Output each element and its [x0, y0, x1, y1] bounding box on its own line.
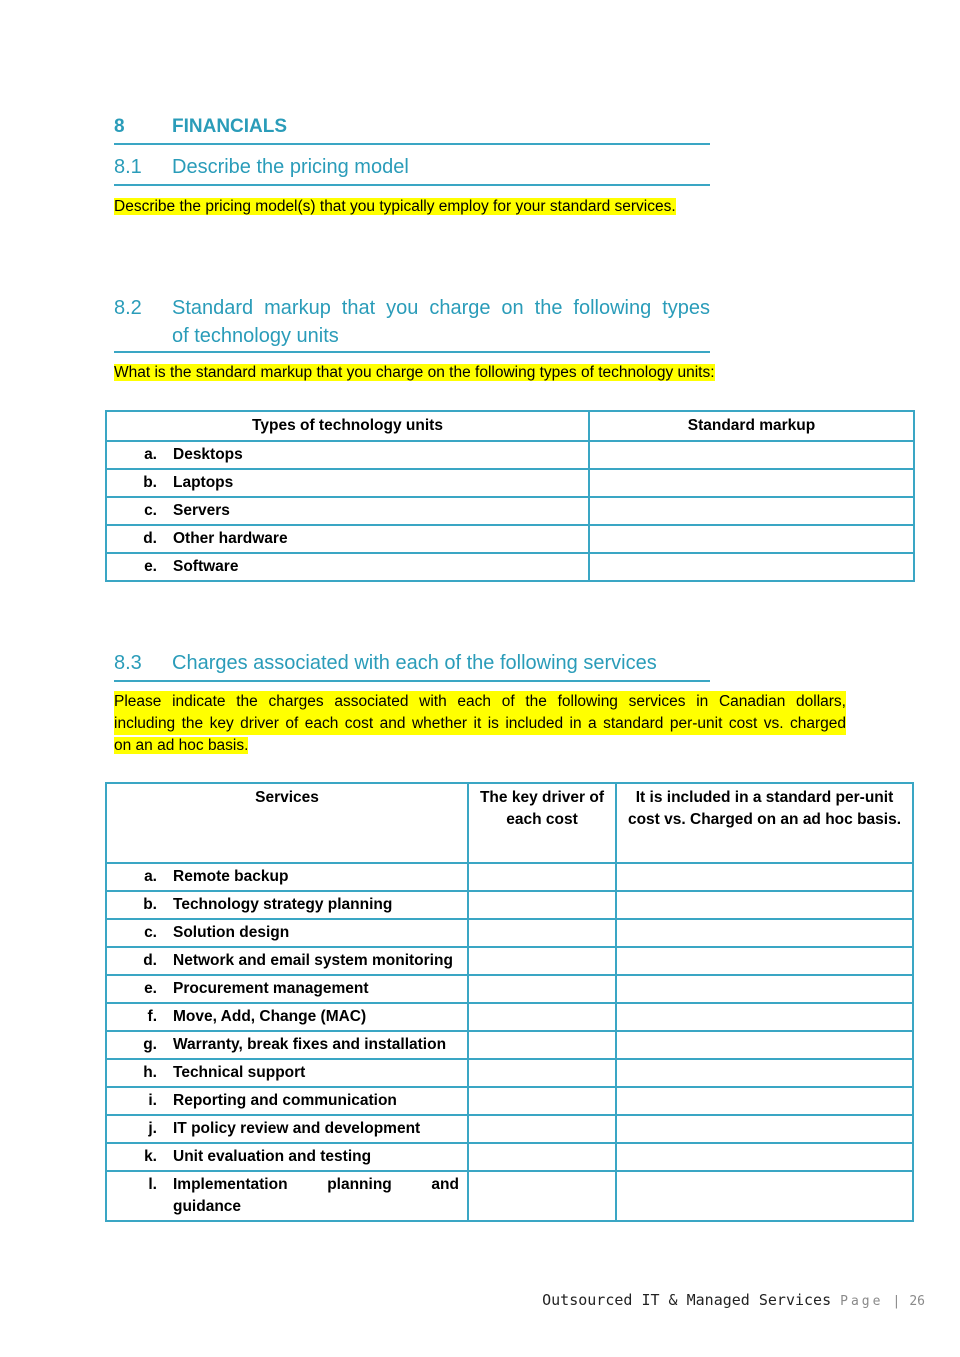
- row-label-cell: [106, 525, 589, 553]
- table-row: [106, 1031, 913, 1059]
- footer-page-number: 26: [909, 1294, 925, 1309]
- response-cell[interactable]: [468, 891, 616, 919]
- table-row: [106, 1003, 913, 1031]
- subsection-8-3-heading: [114, 652, 710, 682]
- subsection-8-1-instructions: Describe the pricing model(s) that you typically employ for your standard services.: [114, 198, 676, 215]
- table-row: [106, 525, 914, 553]
- row-label-cell: [106, 1059, 468, 1087]
- table-row: [106, 1087, 913, 1115]
- row-label-cell: [106, 947, 468, 975]
- row-label: Implementation planning and guidance: [173, 1176, 459, 1215]
- row-letter: c.: [144, 502, 157, 519]
- row-letter: b.: [143, 474, 157, 491]
- row-label-cell: [106, 863, 468, 891]
- table-row: [106, 1115, 913, 1143]
- row-label-cell: [106, 469, 589, 497]
- row-label-cell: [106, 975, 468, 1003]
- row-letter: c.: [144, 924, 157, 941]
- row-label: Technology strategy planning: [173, 896, 393, 913]
- row-letter: e.: [144, 980, 157, 997]
- row-label-cell: [106, 1087, 468, 1115]
- subsection-8-2-heading: [114, 294, 710, 353]
- row-label-cell: [106, 919, 468, 947]
- row-label: Solution design: [173, 924, 290, 941]
- response-cell[interactable]: [589, 469, 914, 497]
- row-label-cell: [106, 1031, 468, 1059]
- response-cell[interactable]: [616, 1031, 913, 1059]
- response-cell[interactable]: [468, 1171, 616, 1221]
- row-label: Laptops: [173, 474, 234, 491]
- column-header-included-vs-ad-hoc: It is included in a standard per-unit cost vs. Charged on an ad hoc basis.: [616, 783, 913, 863]
- table-row: [106, 1143, 913, 1171]
- table-row: [106, 553, 914, 581]
- response-cell[interactable]: [616, 919, 913, 947]
- table-row: [106, 919, 913, 947]
- response-cell[interactable]: [616, 1087, 913, 1115]
- response-cell[interactable]: [468, 1115, 616, 1143]
- response-cell[interactable]: [468, 947, 616, 975]
- response-cell[interactable]: [616, 975, 913, 1003]
- row-label-cell: [106, 1171, 468, 1221]
- row-label: Software: [173, 558, 239, 575]
- table-row: [106, 441, 914, 469]
- row-label: Procurement management: [173, 980, 369, 997]
- response-cell[interactable]: [589, 553, 914, 581]
- row-label-cell: [106, 891, 468, 919]
- row-label: Servers: [173, 502, 230, 519]
- response-cell[interactable]: [616, 1003, 913, 1031]
- response-cell[interactable]: [468, 863, 616, 891]
- subsection-8-3-instructions: Please indicate the charges associated with each of the following services in Canadian dollars, including the key driver of each cost and whether it is included in a standard per-unit cost vs. charged on an ad hoc basis.: [114, 693, 846, 754]
- row-label: Unit evaluation and testing: [173, 1148, 372, 1165]
- response-cell[interactable]: [589, 497, 914, 525]
- footer-document-title: Outsourced IT & Managed Services: [542, 1291, 832, 1309]
- row-letter: l.: [148, 1176, 157, 1193]
- response-cell[interactable]: [468, 919, 616, 947]
- subsection-8-1-heading: [114, 156, 710, 186]
- subsection-title: Standard markup that you charge on the following types of technology units: [172, 297, 710, 347]
- row-label-cell: [106, 553, 589, 581]
- response-cell[interactable]: [468, 1031, 616, 1059]
- row-label: Move, Add, Change (MAC): [173, 1008, 367, 1025]
- response-cell[interactable]: [468, 1003, 616, 1031]
- row-letter: a.: [144, 868, 157, 885]
- row-label-cell: [106, 441, 589, 469]
- row-label-cell: [106, 1003, 468, 1031]
- row-label: Warranty, break fixes and installation: [173, 1036, 447, 1053]
- table-row: [106, 891, 913, 919]
- column-header-unit-types: Types of technology units: [106, 411, 589, 441]
- row-letter: a.: [144, 446, 157, 463]
- row-letter: g.: [143, 1036, 157, 1053]
- table-row: [106, 1171, 913, 1221]
- subsection-number: 8.2: [114, 297, 142, 319]
- section-heading: [114, 116, 710, 145]
- row-letter: j.: [148, 1120, 157, 1137]
- row-label: Desktops: [173, 446, 243, 463]
- row-label: Technical support: [173, 1064, 306, 1081]
- table-row: [106, 1059, 913, 1087]
- response-cell[interactable]: [616, 947, 913, 975]
- response-cell[interactable]: [589, 525, 914, 553]
- table-row: [106, 863, 913, 891]
- table-row: [106, 469, 914, 497]
- column-header-standard-markup: Standard markup: [589, 411, 914, 441]
- page-footer: [542, 1291, 925, 1309]
- subsection-8-2-instructions: What is the standard markup that you charge on the following types of technology units:: [114, 364, 715, 381]
- response-cell[interactable]: [468, 1087, 616, 1115]
- row-letter: k.: [144, 1148, 157, 1165]
- table-row: [106, 497, 914, 525]
- row-label: IT policy review and development: [173, 1120, 421, 1137]
- row-letter: b.: [143, 896, 157, 913]
- services-charges-table: [105, 782, 914, 1222]
- footer-page-label: Page: [840, 1294, 884, 1309]
- row-letter: d.: [143, 952, 157, 969]
- row-label-cell: [106, 1143, 468, 1171]
- row-label: Network and email system monitoring: [173, 952, 453, 969]
- row-letter: f.: [147, 1008, 157, 1025]
- table-row: [106, 975, 913, 1003]
- column-header-key-driver: The key driver of each cost: [468, 783, 616, 863]
- response-cell[interactable]: [616, 1059, 913, 1087]
- section-title: FINANCIALS: [172, 116, 288, 137]
- row-label: Remote backup: [173, 868, 289, 885]
- footer-separator: |: [892, 1294, 901, 1309]
- row-label: Other hardware: [173, 530, 288, 547]
- response-cell[interactable]: [616, 1171, 913, 1221]
- response-cell[interactable]: [589, 441, 914, 469]
- section-number: 8: [114, 116, 125, 137]
- row-label-cell: [106, 1115, 468, 1143]
- response-cell[interactable]: [468, 1143, 616, 1171]
- response-cell[interactable]: [616, 1115, 913, 1143]
- response-cell[interactable]: [616, 1143, 913, 1171]
- subsection-title: Describe the pricing model: [172, 156, 409, 178]
- row-letter: i.: [148, 1092, 157, 1109]
- row-label: Reporting and communication: [173, 1092, 397, 1109]
- response-cell[interactable]: [616, 863, 913, 891]
- subsection-number: 8.1: [114, 156, 142, 178]
- technology-units-markup-table: [105, 410, 915, 582]
- response-cell[interactable]: [468, 1059, 616, 1087]
- row-label-cell: [106, 497, 589, 525]
- row-letter: h.: [143, 1064, 157, 1081]
- column-header-services: Services: [106, 783, 468, 863]
- table-row: [106, 947, 913, 975]
- response-cell[interactable]: [468, 975, 616, 1003]
- row-letter: d.: [143, 530, 157, 547]
- subsection-title: Charges associated with each of the following services: [172, 652, 657, 674]
- response-cell[interactable]: [616, 891, 913, 919]
- subsection-number: 8.3: [114, 652, 142, 674]
- row-letter: e.: [144, 558, 157, 575]
